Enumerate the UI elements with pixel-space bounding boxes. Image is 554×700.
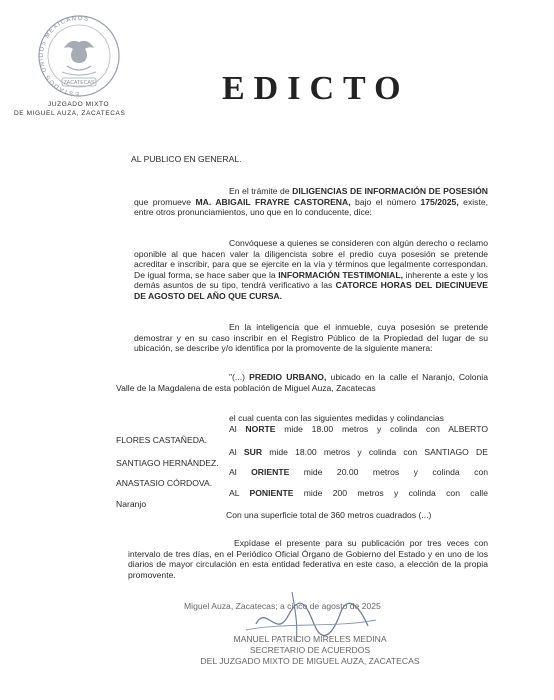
oriente-direction: ORIENTE: [251, 467, 290, 477]
p2-text-c: inherente a este y los demás asuntos de su tipo, tendrá verificativo a las: [134, 269, 488, 291]
property-bold-b: PREDIO URBANO,: [249, 372, 327, 382]
sur-neighbor: SANTIAGO HERNÁNDEZ.: [116, 457, 219, 468]
place-and-date: Miguel Auza, Zacatecas; a cinco de agosto de 2025: [184, 601, 381, 611]
total-surface: Con una superficie total de 360 metros cuadrados (...): [226, 510, 432, 520]
p1-bold-b: DILIGENCIAS DE INFORMACIÓN DE POSESIÓN: [292, 186, 488, 196]
court-seal-icon: [34, 14, 124, 100]
court-name-line2: DE MIGUEL AUZA, ZACATECAS: [14, 110, 126, 117]
signer-court: DEL JUZGADO MIXTO DE MIGUEL AUZA, ZACATECAS: [200, 656, 420, 666]
p1-text-c: que promueve: [134, 196, 196, 207]
salutation: AL PUBLICO EN GENERAL.: [131, 154, 242, 164]
p1-bold-d: MA. ABIGAIL FRAYRE CASTORENA,: [195, 196, 351, 207]
poniente-neighbor: Naranjo: [116, 498, 147, 509]
paragraph-property-intro: En la inteligencia que el inmueble, cuya posesión se pretende demostrar y en su caso inscribir en el Registro Público de la Propiedad del lugar de su ubicación, se describe y/o identifica por la promovente de la siguiente manera:: [134, 322, 488, 354]
poniente-direction: PONIENTE: [249, 488, 294, 498]
boundary-norte: [116, 424, 488, 445]
poniente-measure: mide 200 metros y colinda con calle: [293, 488, 488, 498]
norte-prefix: Al: [229, 424, 246, 434]
seal-banner-text: ZACATECAS: [63, 80, 95, 86]
property-description: [116, 372, 488, 393]
p1-text-g: existe, entre otros pronunciamientos, uno que en lo conducente, dice:: [134, 196, 489, 218]
boundary-oriente: [116, 467, 488, 488]
sur-direction: SUR: [243, 447, 263, 457]
p2-text-a: Convóquese a quienes se consideren con algún derecho o reclamo oponible al que hacen valer la diligencista sobre el predio cuya posesión se pretende acreditar e inscribir, para que se ejercite en la vía y términos que legalmente correspondan. De igual forma, se hace saber que la: [134, 238, 488, 280]
signer-name: MANUEL PATRICIO MIRELES MEDINA: [233, 634, 387, 644]
norte-direction: NORTE: [245, 424, 276, 434]
oriente-prefix: Al: [229, 467, 252, 477]
paragraph-intro: [134, 186, 488, 218]
p1-text-e: bajo el número: [350, 196, 421, 207]
poniente-prefix: AL: [229, 488, 250, 498]
p2-bold-b: INFORMACIÓN TESTIMONIAL,: [278, 269, 404, 280]
oriente-measure: mide 20.00 metros y colinda con: [289, 467, 488, 477]
sur-prefix: Al: [229, 447, 244, 457]
signer-role: SECRETARIO DE ACUERDOS: [249, 645, 371, 655]
court-name-line1: JUZGADO MIXTO: [48, 101, 110, 108]
norte-neighbor: FLORES CASTAÑEDA.: [116, 434, 208, 445]
boundary-sur: [116, 447, 488, 468]
measures-intro: el cual cuenta con las siguientes medidas y colindancias: [229, 413, 444, 423]
norte-measure: mide 18.00 metros y colinda con ALBERTO: [275, 424, 489, 434]
sur-measure: mide 18.00 metros y colinda con SANTIAGO DE: [262, 447, 488, 457]
paragraph-publication: Expídase el presente para su publicación por tres veces con intervalo de tres días, en el Periódico Oficial Órgano de Gobierno del Estado y en uno de los diarios de mayor circulación en esta entidad federativa en este caso, a elección de la propia promovente.: [128, 538, 488, 580]
oriente-line1: [116, 467, 488, 478]
p1-text-a: En el trámite de: [229, 186, 293, 196]
p2-bold-d: CATORCE HORAS DEL DIECINUEVE DE AGOSTO DEL AÑO QUE CURSA.: [134, 280, 488, 301]
property-text-a: "(...): [229, 372, 250, 382]
oriente-neighbor: ANASTASIO CÓRDOVA.: [116, 477, 213, 488]
property-text-c: ubicado en la calle el Naranjo, Colonia Valle de la Magdalena de esta población de Miguel Auza, Zacatecas: [116, 372, 488, 393]
norte-line1: [116, 424, 488, 435]
p1-bold-f: 175/2025,: [420, 196, 459, 207]
sur-line1: [116, 447, 488, 458]
document-title: EDICTO: [222, 70, 410, 107]
paragraph-convocation: [134, 238, 488, 302]
boundary-poniente: [116, 488, 488, 509]
poniente-line1: [116, 488, 488, 499]
seal-ring-text: ESTADOS UNIDOS MEXICANOS: [37, 14, 90, 98]
